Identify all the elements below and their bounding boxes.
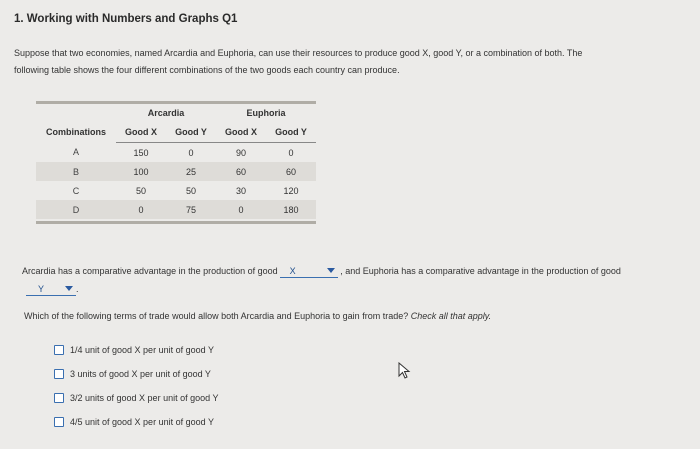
cell-arcardia-x: 100 [116,162,166,181]
cell-euphoria-x: 30 [235,185,246,196]
col-header-euphoria-good-y: Good Y [266,122,316,143]
cell-combination: C [72,185,80,196]
dropdown-value: X [289,266,296,276]
option-label: 3/2 units of good X per unit of good Y [70,393,219,403]
dropdown-value: Y [38,284,45,294]
dropdown-arrow-icon [327,268,335,273]
checkbox-icon[interactable] [54,417,64,427]
table-row [36,162,316,181]
cell-arcardia-x: 0 [116,200,166,219]
col-header-arcardia-good-x: Good X [116,122,166,143]
table-row [36,143,316,163]
option-label: 1/4 unit of good X per unit of good Y [70,345,214,355]
checkbox-icon[interactable] [54,393,64,403]
intro-line-2: following table shows the four different combinations of the two goods each country can produce. [14,65,400,75]
cell-arcardia-x: 50 [135,185,146,196]
cell-arcardia-x: 150 [133,147,149,158]
sentence-end: . [76,284,79,294]
cell-arcardia-y: 50 [185,185,196,196]
production-table [36,101,316,224]
mouse-pointer-icon [398,362,412,380]
good-dropdown-euphoria[interactable] [26,283,76,296]
cell-euphoria-x: 90 [235,147,246,158]
cell-euphoria-x: 60 [216,162,266,181]
question-title: 1. Working with Numbers and Graphs Q1 [14,13,238,25]
option-checkbox-4[interactable] [54,417,214,427]
table-bottom-rule [36,221,316,224]
cell-arcardia-y: 0 [188,147,194,158]
table-row [36,181,316,200]
option-label: 3 units of good X per unit of good Y [70,369,211,379]
option-checkbox-2[interactable] [54,369,211,379]
checkbox-icon[interactable] [54,345,64,355]
col-header-arcardia-good-y: Good Y [166,122,216,143]
cell-euphoria-y: 120 [283,185,299,196]
good-dropdown-arcardia[interactable] [280,265,338,278]
table-row [36,200,316,219]
group-header-euphoria: Euphoria [246,108,286,118]
option-checkbox-1[interactable] [54,345,214,355]
empty-header [36,104,116,122]
cell-euphoria-y: 0 [288,147,294,158]
cell-euphoria-y: 180 [266,200,316,219]
intro-text [14,45,654,79]
checkbox-icon[interactable] [54,369,64,379]
dropdown-arrow-icon [65,286,73,291]
sentence-part-1: Arcardia has a comparative advantage in the production of good [22,266,278,276]
cell-euphoria-x: 0 [216,200,266,219]
comparative-advantage-sentence [22,262,682,280]
sentence-part-2: , and Euphoria has a comparative advantage in the production of good [340,266,621,276]
col-header-combinations: Combinations [46,127,106,138]
cell-combination: B [36,162,116,181]
cell-euphoria-y: 60 [266,162,316,181]
intro-line-1: Suppose that two economies, named Arcardia and Euphoria, can use their resources to produce good X, good Y, or a combination of both. The [14,48,583,58]
option-label: 4/5 unit of good X per unit of good Y [70,417,214,427]
col-header-euphoria-good-x: Good X [216,122,266,143]
cell-combination: A [72,147,79,158]
question-hint: Check all that apply. [410,311,492,321]
group-header-arcardia: Arcardia [147,108,185,118]
cell-arcardia-y: 75 [166,200,216,219]
cell-arcardia-y: 25 [166,162,216,181]
cell-combination: D [36,200,116,219]
question-main: Which of the following terms of trade would allow both Arcardia and Euphoria to gain from trade? [24,311,409,321]
sentence-line-2 [26,283,79,296]
option-checkbox-3[interactable] [54,393,218,403]
question-text [24,311,491,321]
